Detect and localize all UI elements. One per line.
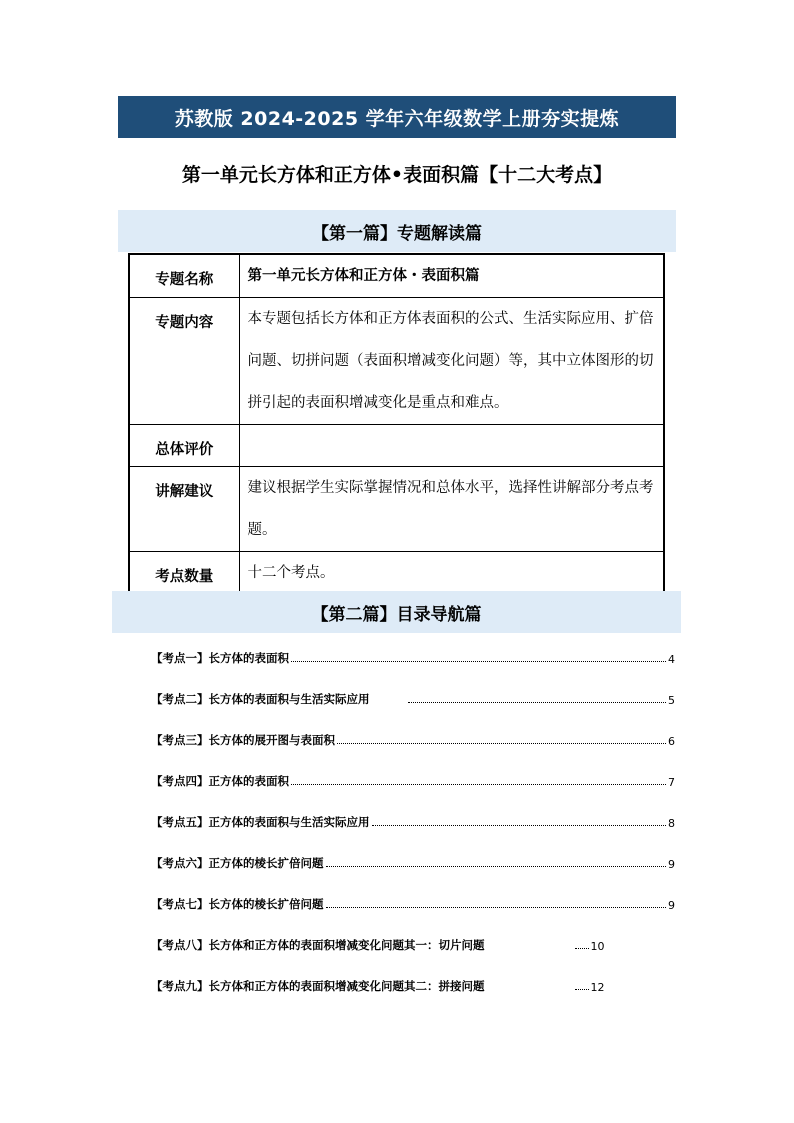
section-header-interpretation: 【第一篇】专题解读篇 [118,210,676,252]
dot-leader [575,988,589,990]
toc-item[interactable] [151,892,675,912]
row-value: 第一单元长方体和正方体・表面积篇 [239,254,664,298]
toc-item-label: 【考点五】正方体的表面积与生活实际应用 [151,815,370,829]
toc-item[interactable] [151,769,675,789]
toc-item-page: 7 [668,776,675,789]
table-row [129,298,664,425]
toc-item-page: 12 [590,981,605,994]
toc-item-label: 【考点七】长方体的棱长扩倍问题 [151,897,324,911]
toc-item-label: 【考点六】正方体的棱长扩倍问题 [151,856,324,870]
table-row [129,425,664,467]
row-key: 讲解建议 [129,467,239,552]
toc-item-page: 10 [590,940,605,953]
row-value [239,425,664,467]
row-key: 专题名称 [129,254,239,298]
document-subtitle: 第一单元长方体和正方体•表面积篇【十二大考点】 [181,164,613,186]
toc-item-page: 4 [668,653,675,666]
toc-item[interactable] [151,728,675,748]
dot-leader [291,660,666,662]
row-value: 十二个考点。 [239,552,664,596]
toc-item[interactable] [151,851,675,871]
row-key: 考点数量 [129,552,239,596]
toc-item-label: 【考点九】长方体和正方体的表面积增减变化问题其二：拼接问题 [151,979,485,993]
toc-item[interactable] [151,646,675,666]
row-key: 专题内容 [129,298,239,425]
topic-info-table [128,253,665,596]
toc-item[interactable] [151,933,675,953]
toc-item[interactable] [151,687,675,707]
row-value: 本专题包括长方体和正方体表面积的公式、生活实际应用、扩倍问题、切拼问题（表面积增减变化问题）等，其中立体图形的切拼引起的表面积增减变化是重点和难点。 [239,298,664,425]
table-row [129,552,664,596]
table-row [129,467,664,552]
dot-leader [291,783,666,785]
toc-item[interactable] [151,974,675,994]
dot-leader [408,701,667,703]
document-banner: 苏教版 2024-2025 学年六年级数学上册夯实提炼 [118,96,676,138]
toc-item[interactable] [151,810,675,830]
toc-item-label: 【考点三】长方体的展开图与表面积 [151,733,335,747]
dot-leader [575,947,589,949]
toc-item-page: 9 [668,858,675,871]
toc-item-page: 5 [668,694,675,707]
toc-item-page: 8 [668,817,675,830]
toc-item-label: 【考点一】长方体的表面积 [151,651,289,665]
toc-item-label: 【考点八】长方体和正方体的表面积增减变化问题其一：切片问题 [151,938,485,952]
toc-item-page: 9 [668,899,675,912]
toc-item-label: 【考点四】正方体的表面积 [151,774,289,788]
dot-leader [326,906,667,908]
table-row [129,254,664,298]
row-key: 总体评价 [129,425,239,467]
dot-leader [372,824,667,826]
toc-item-label: 【考点二】长方体的表面积与生活实际应用 [151,692,370,706]
dot-leader [337,742,666,744]
section-header-toc: 【第二篇】目录导航篇 [112,591,681,633]
dot-leader [326,865,667,867]
toc-item-page: 6 [668,735,675,748]
row-value: 建议根据学生实际掌握情况和总体水平，选择性讲解部分考点考题。 [239,467,664,552]
